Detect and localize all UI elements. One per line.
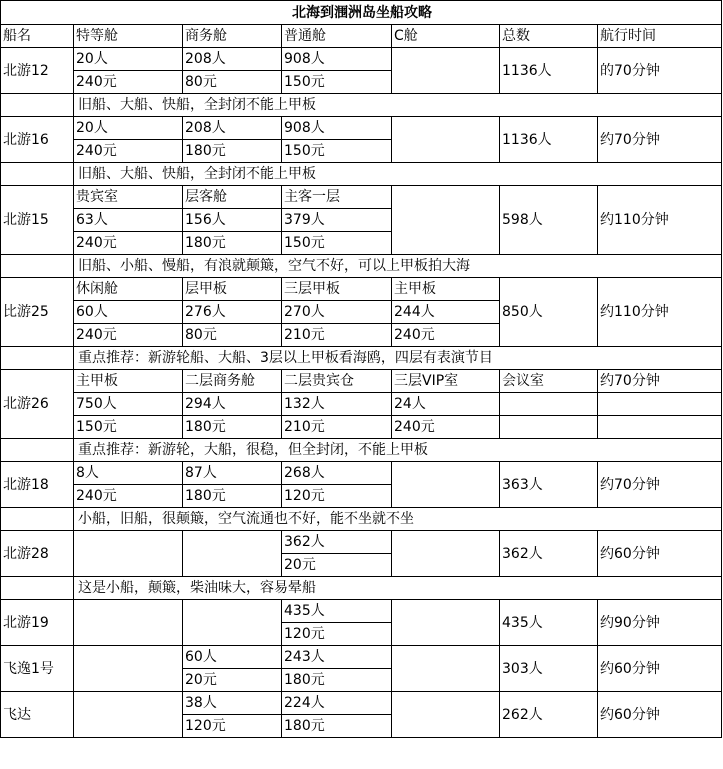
ship-name: 北游16: [1, 117, 74, 163]
note-cell: 旧船、小船、慢船，有浪就颠簸，空气不好，可以上甲板拍大海: [74, 255, 722, 278]
header-ship-name: 船名: [1, 25, 74, 48]
cell: 180元: [282, 669, 392, 692]
table-row: [1, 462, 722, 485]
cell: 240元: [74, 71, 183, 94]
empty-cell: [598, 416, 722, 439]
cell: 150元: [74, 416, 183, 439]
cabin-label: 主客一层: [282, 186, 392, 209]
cell: 294人: [183, 393, 282, 416]
cell: 150元: [282, 232, 392, 255]
cell: 80元: [183, 71, 282, 94]
empty-cell: [598, 393, 722, 416]
empty-cell: [1, 439, 74, 462]
empty-cell: [500, 416, 598, 439]
duration-cell: 约70分钟: [598, 370, 722, 393]
table-row: [1, 416, 722, 439]
cabin-label: 会议室: [500, 370, 598, 393]
cell: 379人: [282, 209, 392, 232]
cell: 210元: [282, 416, 392, 439]
cell: 210元: [282, 324, 392, 347]
cell: 87人: [183, 462, 282, 485]
cell: 240元: [74, 324, 183, 347]
cell: 38人: [183, 692, 282, 715]
cell: 180元: [282, 715, 392, 738]
empty-cell: [392, 117, 500, 163]
header-economy-class: 普通舱: [282, 25, 392, 48]
cell: 120元: [282, 623, 392, 646]
table-row: [1, 186, 722, 209]
ship-name: 比游25: [1, 278, 74, 347]
cell: 180元: [183, 416, 282, 439]
ship-name: 北游12: [1, 48, 74, 94]
cell: 244人: [392, 301, 500, 324]
empty-cell: [1, 577, 74, 600]
cell: 120元: [183, 715, 282, 738]
cell: 132人: [282, 393, 392, 416]
table-row: [1, 692, 722, 715]
cell: 60人: [74, 301, 183, 324]
duration-cell: 约70分钟: [598, 117, 722, 163]
title-row: [1, 1, 722, 25]
cell: 156人: [183, 209, 282, 232]
cell: 268人: [282, 462, 392, 485]
note-cell: 重点推荐：新游轮船、大船、3层以上甲板看海鸥，四层有表演节目: [74, 347, 722, 370]
cabin-label: 休闲舱: [74, 278, 183, 301]
empty-cell: [74, 692, 183, 738]
note-cell: 旧船、大船、快船，全封闭不能上甲板: [74, 94, 722, 117]
duration-cell: 约60分钟: [598, 531, 722, 577]
table-row: [1, 600, 722, 623]
total-cell: 262人: [500, 692, 598, 738]
empty-cell: [392, 646, 500, 692]
note-cell: 这是小船，颠簸，柴油味大，容易晕船: [74, 577, 722, 600]
total-cell: 598人: [500, 186, 598, 255]
empty-cell: [392, 531, 500, 577]
cell: 908人: [282, 117, 392, 140]
note-row: [1, 255, 722, 278]
cabin-label: 三层甲板: [282, 278, 392, 301]
cell: 270人: [282, 301, 392, 324]
cell: 208人: [183, 48, 282, 71]
cell: 180元: [183, 485, 282, 508]
cell: 240元: [74, 485, 183, 508]
cell: 224人: [282, 692, 392, 715]
empty-cell: [1, 94, 74, 117]
duration-cell: 的70分钟: [598, 48, 722, 94]
empty-cell: [183, 600, 282, 646]
note-row: [1, 508, 722, 531]
empty-cell: [1, 163, 74, 186]
note-row: [1, 577, 722, 600]
header-c-class: C舱: [392, 25, 500, 48]
table-row: [1, 117, 722, 140]
duration-cell: 约70分钟: [598, 462, 722, 508]
cell: 276人: [183, 301, 282, 324]
ship-name: 飞达: [1, 692, 74, 738]
note-cell: 旧船、大船、快船，全封闭不能上甲板: [74, 163, 722, 186]
empty-cell: [1, 508, 74, 531]
cabin-label: 主甲板: [74, 370, 183, 393]
empty-cell: [392, 462, 500, 508]
empty-cell: [392, 48, 500, 94]
ship-name: 北游15: [1, 186, 74, 255]
cabin-label: 三层VIP室: [392, 370, 500, 393]
empty-cell: [1, 255, 74, 278]
cell: 20人: [74, 117, 183, 140]
cell: 8人: [74, 462, 183, 485]
duration-cell: 约110分钟: [598, 186, 722, 255]
ship-name: 北游26: [1, 370, 74, 439]
cell: 24人: [392, 393, 500, 416]
note-row: [1, 94, 722, 117]
cell: 180元: [183, 232, 282, 255]
cell: 243人: [282, 646, 392, 669]
cell: 240元: [74, 140, 183, 163]
cell: 120元: [282, 485, 392, 508]
total-cell: 303人: [500, 646, 598, 692]
duration-cell: 约90分钟: [598, 600, 722, 646]
header-special-class: 特等舱: [74, 25, 183, 48]
table-row: [1, 370, 722, 393]
total-cell: 850人: [500, 278, 598, 347]
empty-cell: [392, 692, 500, 738]
table-row: [1, 393, 722, 416]
note-row: [1, 163, 722, 186]
empty-cell: [500, 393, 598, 416]
table-row: [1, 646, 722, 669]
cell: 908人: [282, 48, 392, 71]
empty-cell: [74, 646, 183, 692]
empty-cell: [74, 600, 183, 646]
cabin-label: 二层商务舱: [183, 370, 282, 393]
cell: 750人: [74, 393, 183, 416]
cell: 60人: [183, 646, 282, 669]
cell: 80元: [183, 324, 282, 347]
cell: 240元: [392, 416, 500, 439]
cell: 362人: [282, 531, 392, 554]
ship-name: 北游28: [1, 531, 74, 577]
ship-name: 北游19: [1, 600, 74, 646]
empty-cell: [392, 600, 500, 646]
ship-name: 北游18: [1, 462, 74, 508]
header-total: 总数: [500, 25, 598, 48]
note-row: [1, 347, 722, 370]
ship-name: 飞逸1号: [1, 646, 74, 692]
empty-cell: [1, 347, 74, 370]
duration-cell: 约60分钟: [598, 646, 722, 692]
header-row: [1, 25, 722, 48]
cell: 180元: [183, 140, 282, 163]
note-cell: 重点推荐：新游轮，大船，很稳，但全封闭，不能上甲板: [74, 439, 722, 462]
table-row: [1, 531, 722, 554]
total-cell: 362人: [500, 531, 598, 577]
cell: 150元: [282, 140, 392, 163]
duration-cell: 约60分钟: [598, 692, 722, 738]
total-cell: 363人: [500, 462, 598, 508]
duration-cell: 约110分钟: [598, 278, 722, 347]
cell: 20元: [183, 669, 282, 692]
note-cell: 小船，旧船，很颠簸，空气流通也不好，能不坐就不坐: [74, 508, 722, 531]
cell: 20元: [282, 554, 392, 577]
total-cell: 435人: [500, 600, 598, 646]
cell: 435人: [282, 600, 392, 623]
note-row: [1, 439, 722, 462]
header-duration: 航行时间: [598, 25, 722, 48]
cabin-label: 主甲板: [392, 278, 500, 301]
cabin-label: 层客舱: [183, 186, 282, 209]
empty-cell: [74, 531, 183, 577]
total-cell: 1136人: [500, 48, 598, 94]
total-cell: 1136人: [500, 117, 598, 163]
table-row: [1, 278, 722, 301]
cell: 150元: [282, 71, 392, 94]
table-title: 北海到涠洲岛坐船攻略: [1, 1, 722, 25]
empty-cell: [392, 186, 500, 255]
cabin-label: 层甲板: [183, 278, 282, 301]
cell: 208人: [183, 117, 282, 140]
cabin-label: 贵宾室: [74, 186, 183, 209]
cell: 20人: [74, 48, 183, 71]
table-row: [1, 48, 722, 71]
empty-cell: [183, 531, 282, 577]
header-business-class: 商务舱: [183, 25, 282, 48]
cell: 240元: [392, 324, 500, 347]
cabin-label: 二层贵宾仓: [282, 370, 392, 393]
cell: 63人: [74, 209, 183, 232]
cell: 240元: [74, 232, 183, 255]
